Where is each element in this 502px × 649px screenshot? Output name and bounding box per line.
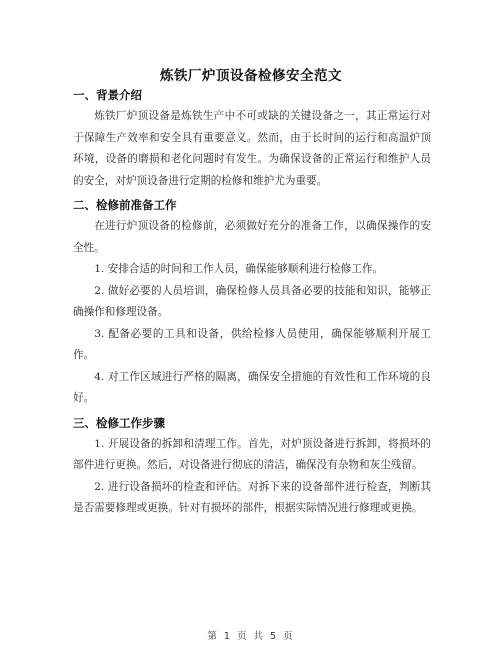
section-heading-steps: 三、检修工作步骤 (73, 415, 165, 430)
section-heading-background: 一、背景介绍 (73, 88, 142, 102)
list-item-steps-1: 1. 开展设备的拆卸和清理工作。首先，对炉顶设备进行拆卸，将损坏的部件进行更换。然后，对设备进行彻底的清洁，确保没有杂物和灰尘残留。 (73, 437, 431, 471)
list-item-preparation-3: 3. 配备必要的工具和设备，供给检修人员使用，确保能够顺利开展工作。 (73, 327, 431, 361)
list-item-steps-2: 2. 进行设备损坏的检查和评估。对拆下来的设备部件进行检查，判断其是否需要修理或更换。针对有损坏的部件，根据实际情况进行修理或更换。 (73, 480, 431, 514)
list-item-preparation-1: 1. 安排合适的时间和工作人员，确保能够顺利进行检修工作。 (94, 263, 384, 275)
document-body (73, 82, 431, 520)
page-number-footer: 第 1 页 共 5 页 (207, 631, 295, 642)
paragraph-background: 炼铁厂炉顶设备是炼铁生产中不可或缺的关键设备之一，其正常运行对于保障生产效率和安全具有重要意义。然而，由于长时间的运行和高温炉顶环境，设备的磨损和老化问题时有发生。为确保设备的正常运行和维护人员的安全，对炉顶设备进行定期的检修和维护尤为重要。 (73, 110, 431, 187)
paragraph-preparation-intro: 在进行炉顶设备的检修前，必须做好充分的准备工作，以确保操作的安全性。 (73, 220, 431, 254)
list-item-preparation-4: 4. 对工作区域进行严格的隔离，确保安全措施的有效性和工作环境的良好。 (73, 370, 431, 404)
document-title: 炼铁厂炉顶设备检修安全范文 (160, 68, 342, 84)
section-heading-preparation: 二、检修前准备工作 (73, 198, 177, 212)
list-item-preparation-2: 2. 做好必要的人员培训，确保检修人员具备必要的技能和知识，能够正确操作和修理设备。 (73, 284, 431, 318)
